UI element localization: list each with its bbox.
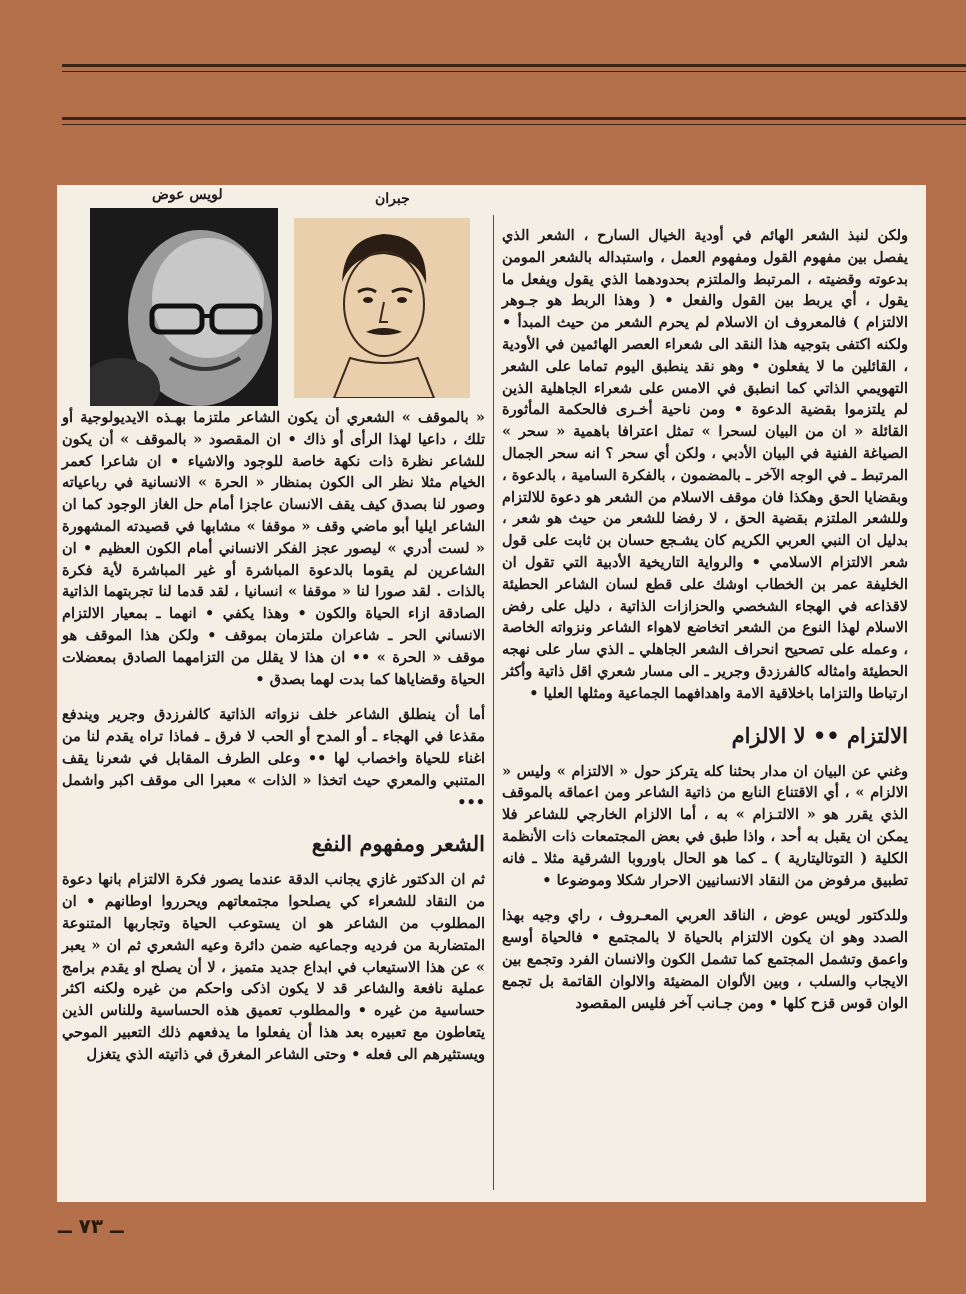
left-paragraph-3: ثم ان الدكتور غازي يجانب الدقة عندما يصور فكرة الالتزام بانها دعوة من النقاد للشعراء كي يصلحوا مجتمعاتهم ويحرروا اوطانهم • ان المطلوب من الشاعر هو ان يستوعب الحياة وتجاربها المتنوعة المتضاربة من فرديه وجماعيه ضمن دائرة وعيه الشعري ثم ان « يعبر » عن هذا الاستيعاب في ابداع جديد متميز ، لا أن يصلح او يقدم برامج عملية نافعة والشاعر قد لا يكون اذكى واحكم من غيره ولكنه اكثر حساسية من غيره • والمطلوب تعميق هذه الحساسية وللناس الذين يتعاطون مع تعبيره بعد هذا أن يفعلوا ما يدفعهم ذلك التعبير الموحي ويستثيرهم الى فعله • وحتى الشاعر المغرق في ذاتيته الذي يتغزل: [62, 871, 485, 1063]
right-paragraph-3: وللدكتور لويس عوض ، الناقد العربي المعـروف ، راي وجيه بهذا الصدد وهو ان يكون الالتزام بالحياة لا بالمجتمع • فالحياة أوسع واعمق وتشمل المجتمع كما تشمل الكون والانسان الفرد وتجمع بين الايجاب والسلب ، وبين الألوان المضيئة والالوان القاتمة بل تجمع الوان قوس قزح كلها • ومن جـانب آخر فليس المقصود: [502, 907, 908, 1012]
right-section-heading: الالتزام •• لا الالزام: [731, 722, 908, 748]
right-column: [502, 185, 908, 1014]
header-rule-top-thin: [62, 71, 966, 72]
header-rule-bottom-thin: [62, 124, 966, 125]
left-paragraph-2: أما أن ينطلق الشاعر خلف نزواته الذاتية كالفرزدق وجرير ويندفع مقذعا في الهجاء ـ أو المدح أو الحب لا فرق ـ فماذا تراه يقدم لنا من اغناء للحياة واخصاب لها •• وعلى الطرف المقابل في شعرنا يقف المتنبي والمعري حيث اتخذا « الذات » معبرا الى موقف اكبر واشمل •••: [62, 706, 485, 811]
left-section-heading: الشعر ومفهوم النفع: [311, 831, 485, 857]
right-paragraph-1: ولكن لنبذ الشعر الهائم في أودية الخيال السارح ، الشعر الذي يفصل بين مفهوم القول ومفهوم العمل ، واستبداله بالشعر المومن بدعوته وقضيته ، المرتبط والملتزم بحدودهما الذي يقول ويفعل ما يقول ، أي يربط بين القول والفعل • ( وهذا الربط هو جـوهر الالتزام ) فالمعروف ان الاسلام لم يحرم الشعر من حيث المبدأ • ولكنه اكتفى بتوجيه هذا النقد الى شعراء العصر الهائمين في الأودية ، القائلين ما لا يفعلون • وهو نقد ينطبق اليوم تماما على الشعر التهويمي الذاتي كما انطبق في الامس على شعراء الجاهلية الذين لم يلتزموا بقضية الدعوة • ومن ناحية أخـرى فالحكمة المأثورة القائلة « ان من البيان لسحرا » تمثل اعترافا باهمية « سحر » الصياغة الفنية في البيان الأدبي ، ولكن أي سحر ؟ انه سحر الجمال المرتبط ـ في الوجه الآخر ـ بالمضمون ، بالفكرة السامية ، بالدعوة ، وبقضايا الحق وهكذا فان موقف الاسلام من الشعر هو دعوة للالتزام وللشعر الملتزم بقضية الحق ، لا رفضا للشعر من حيث هو شعر ، بدليل ان النبي العربي الكريم كان يشـجع حسان بن ثابت على قول شعر الالتزام الاسلامي • والرواية التاريخية الأدبية التي تقول ان الخليفة عمر بن الخطاب اوشك على قطع لسان الشاعر الحطيئة لاقذاعه في الهجاء الشخصي والحزازات الذاتية ، دليل على رفض الاسلام لهذا النوع من الشعر اتخاضع لاهواء الشاعر ونزواته الخاصة ، وعمله على تصحيح انحراف الشعر الجاهلي ـ الذي سار على نهجه الحطيئة وامثاله كالفرزدق وجرير ـ الى مسار شعري اقل ذاتية وأكثر ارتباطا والتزاما باخلاقية الامة واهدافهما الجماعية ومثلها العليا •: [502, 227, 908, 702]
article-page: [57, 185, 926, 1202]
page-number: ــ ٧٣ ــ: [58, 1214, 124, 1238]
header-rule-top: [62, 64, 966, 67]
column-divider: [493, 215, 494, 1190]
right-paragraph-2: وغني عن البيان ان مدار بحثنا كله يتركز حول « الالتزام » وليس « الالزام » ، أي الاقتناع النابع من ذاتية الشاعر ومن اعماقه بالموقف الذي يقرر هو « الالتـزام » به ، أما الالزام الخارجي للشاعر فلا يمكن ان يقبل به أحد ، واذا طبق في بعض المجتمعات ذات الأنظمة الكلية ( التوتاليتارية ) ـ كما هو الحال باوروبا الشرقية مثلا ـ فانه تطبيق مرفوض من النقاد الانسانيين الاحرار شكلا وموضوعا •: [502, 762, 908, 889]
left-column: [62, 185, 485, 1066]
caption-louis-awad: لويس عوض: [152, 187, 223, 203]
left-paragraph-1: « بالموقف » الشعري أن يكون الشاعر ملتزما بهـذه الايديولوجية أو تلك ، داعيا لهذا الرأى أو ذاك • ان المقصود « بالموقف » أن يكون للشاعر نظرة ذات نكهة خاصة للوجود والاشياء • ان شاعرا كعمر الخيام مثلا نظر الى الكون بمنظار « الحرة » الانسانية في رباعياته وصور لنا بصدق كيف يقف الانسان عاجزا أمام حل الغاز الوجود كما ان الشاعر ايليا أبو ماضي وقف « موقفا » مشابها في قصيدته المشهورة « لست أدري » ليصور عجز الفكر الانساني أمام الكون العظيم • ان الشاعرين لم يقوما بالدعوة المباشرة أو غير المباشرة لأية فكرة بالذات . لقد صورا لنا « موقفا » انسانيا ، لقد قدما لنا تجربتهما الذاتية الصادقة ازاء الحياة والكون • وهذا يكفي • انهما ـ بمعيار الالتزام الانساني الحر ـ شاعران ملتزمان بموقف • ولكن هذا الموقف هو موقف « الحرة » •• ان هذا لا يقلل من التزامهما الصادق بمعضلات الحياة وقضاياها كما بدت لهما بصدق •: [62, 409, 485, 688]
caption-gibran: جبران: [375, 191, 410, 207]
header-rule-bottom: [62, 117, 966, 120]
